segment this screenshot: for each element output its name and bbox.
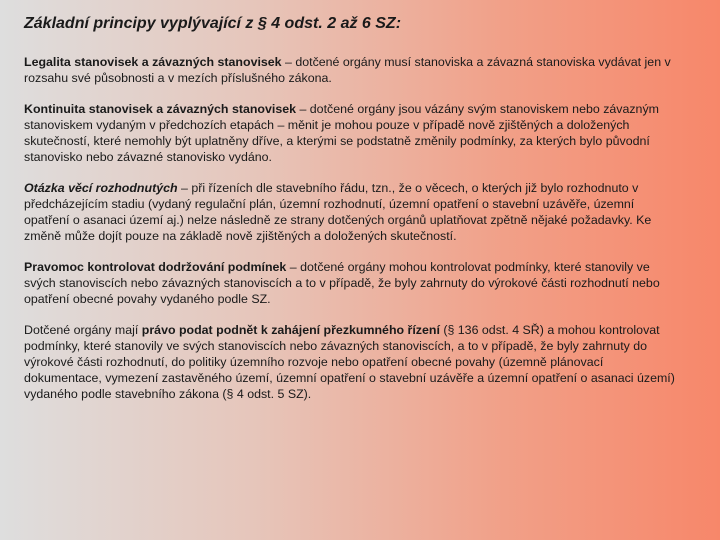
paragraph-res-judicata-text: – při řízeních dle stavebního řádu, tzn., že o věcech, o kterých již bylo rozhodnuto v předcházejícím stadiu (vydaný regulační plán, územní rozhodnutí, územní opatření o stavební uzávěře, územní opatření o asanaci území aj.) nelze následně ze strany dotčených orgánů uplatňovat zpětně nějaké požadavky. Ke změně může dojít pouze na základě nově zjištěných a doložených skutečností.: [24, 181, 652, 243]
paragraph-legality: [24, 54, 682, 86]
paragraph-continuity-text: – dotčené orgány jsou vázány svým stanoviskem nebo závazným stanoviskem vydaným v předchozích etapách – měnit je mohou pouze v případě nově zjištěných a doložených skutečností, které nemohly být uplatněny dříve, a kterými se podstatně změnily podmínky, za kterých bylo původní stanovisko nebo závazné stanovisko vydáno.: [24, 102, 659, 164]
paragraph-review-right-lead: právo podat podnět k zahájení přezkumného řízení: [141, 323, 440, 337]
slide-title: Základní principy vyplývající z § 4 odst. 2 až 6 SZ:: [24, 15, 402, 32]
paragraph-control-power-text: – dotčené orgány mohou kontrolovat podmínky, které stanovily ve svých stanoviscích nebo závazných stanoviscích a to v případě, že byly zahrnuty do výrokové části rozhodnutí nebo opatření obecné povahy vydaného podle SZ.: [24, 260, 660, 306]
paragraph-review-right-pre: Dotčené orgány mají: [24, 323, 142, 337]
paragraph-control-power: [24, 259, 682, 307]
paragraph-review-right-text: (§ 136 odst. 4 SŘ) a mohou kontrolovat podmínky, které stanovily ve svých stanoviscích nebo závazných stanoviscích, a to v případě, že byly zahrnuty do výrokové části rozhodnutí, do politiky územního rozvoje nebo opatření obecné povahy (územně plánovací dokumentace, vymezení zastavěného území, územní opatření o stavební uzávěře a územní opatření o asanaci území) vydaného podle stavebního zákona (§ 4 odst. 5 SZ).: [24, 323, 675, 401]
paragraph-review-right: [24, 322, 682, 402]
paragraph-continuity-lead: Kontinuita stanovisek a závazných stanovisek: [24, 102, 297, 116]
paragraph-continuity: [24, 101, 682, 165]
paragraph-res-judicata-lead: Otázka věcí rozhodnutých: [24, 181, 178, 195]
paragraph-legality-text: – dotčené orgány musí stanoviska a závazná stanoviska vydávat jen v rozsahu své působnosti a v mezích příslušného zákona.: [24, 55, 671, 85]
paragraph-legality-lead: Legalita stanovisek a závazných stanovisek: [24, 55, 282, 69]
paragraph-control-power-lead: Pravomoc kontrolovat dodržování podmínek: [24, 260, 287, 274]
paragraph-res-judicata: [24, 180, 682, 244]
